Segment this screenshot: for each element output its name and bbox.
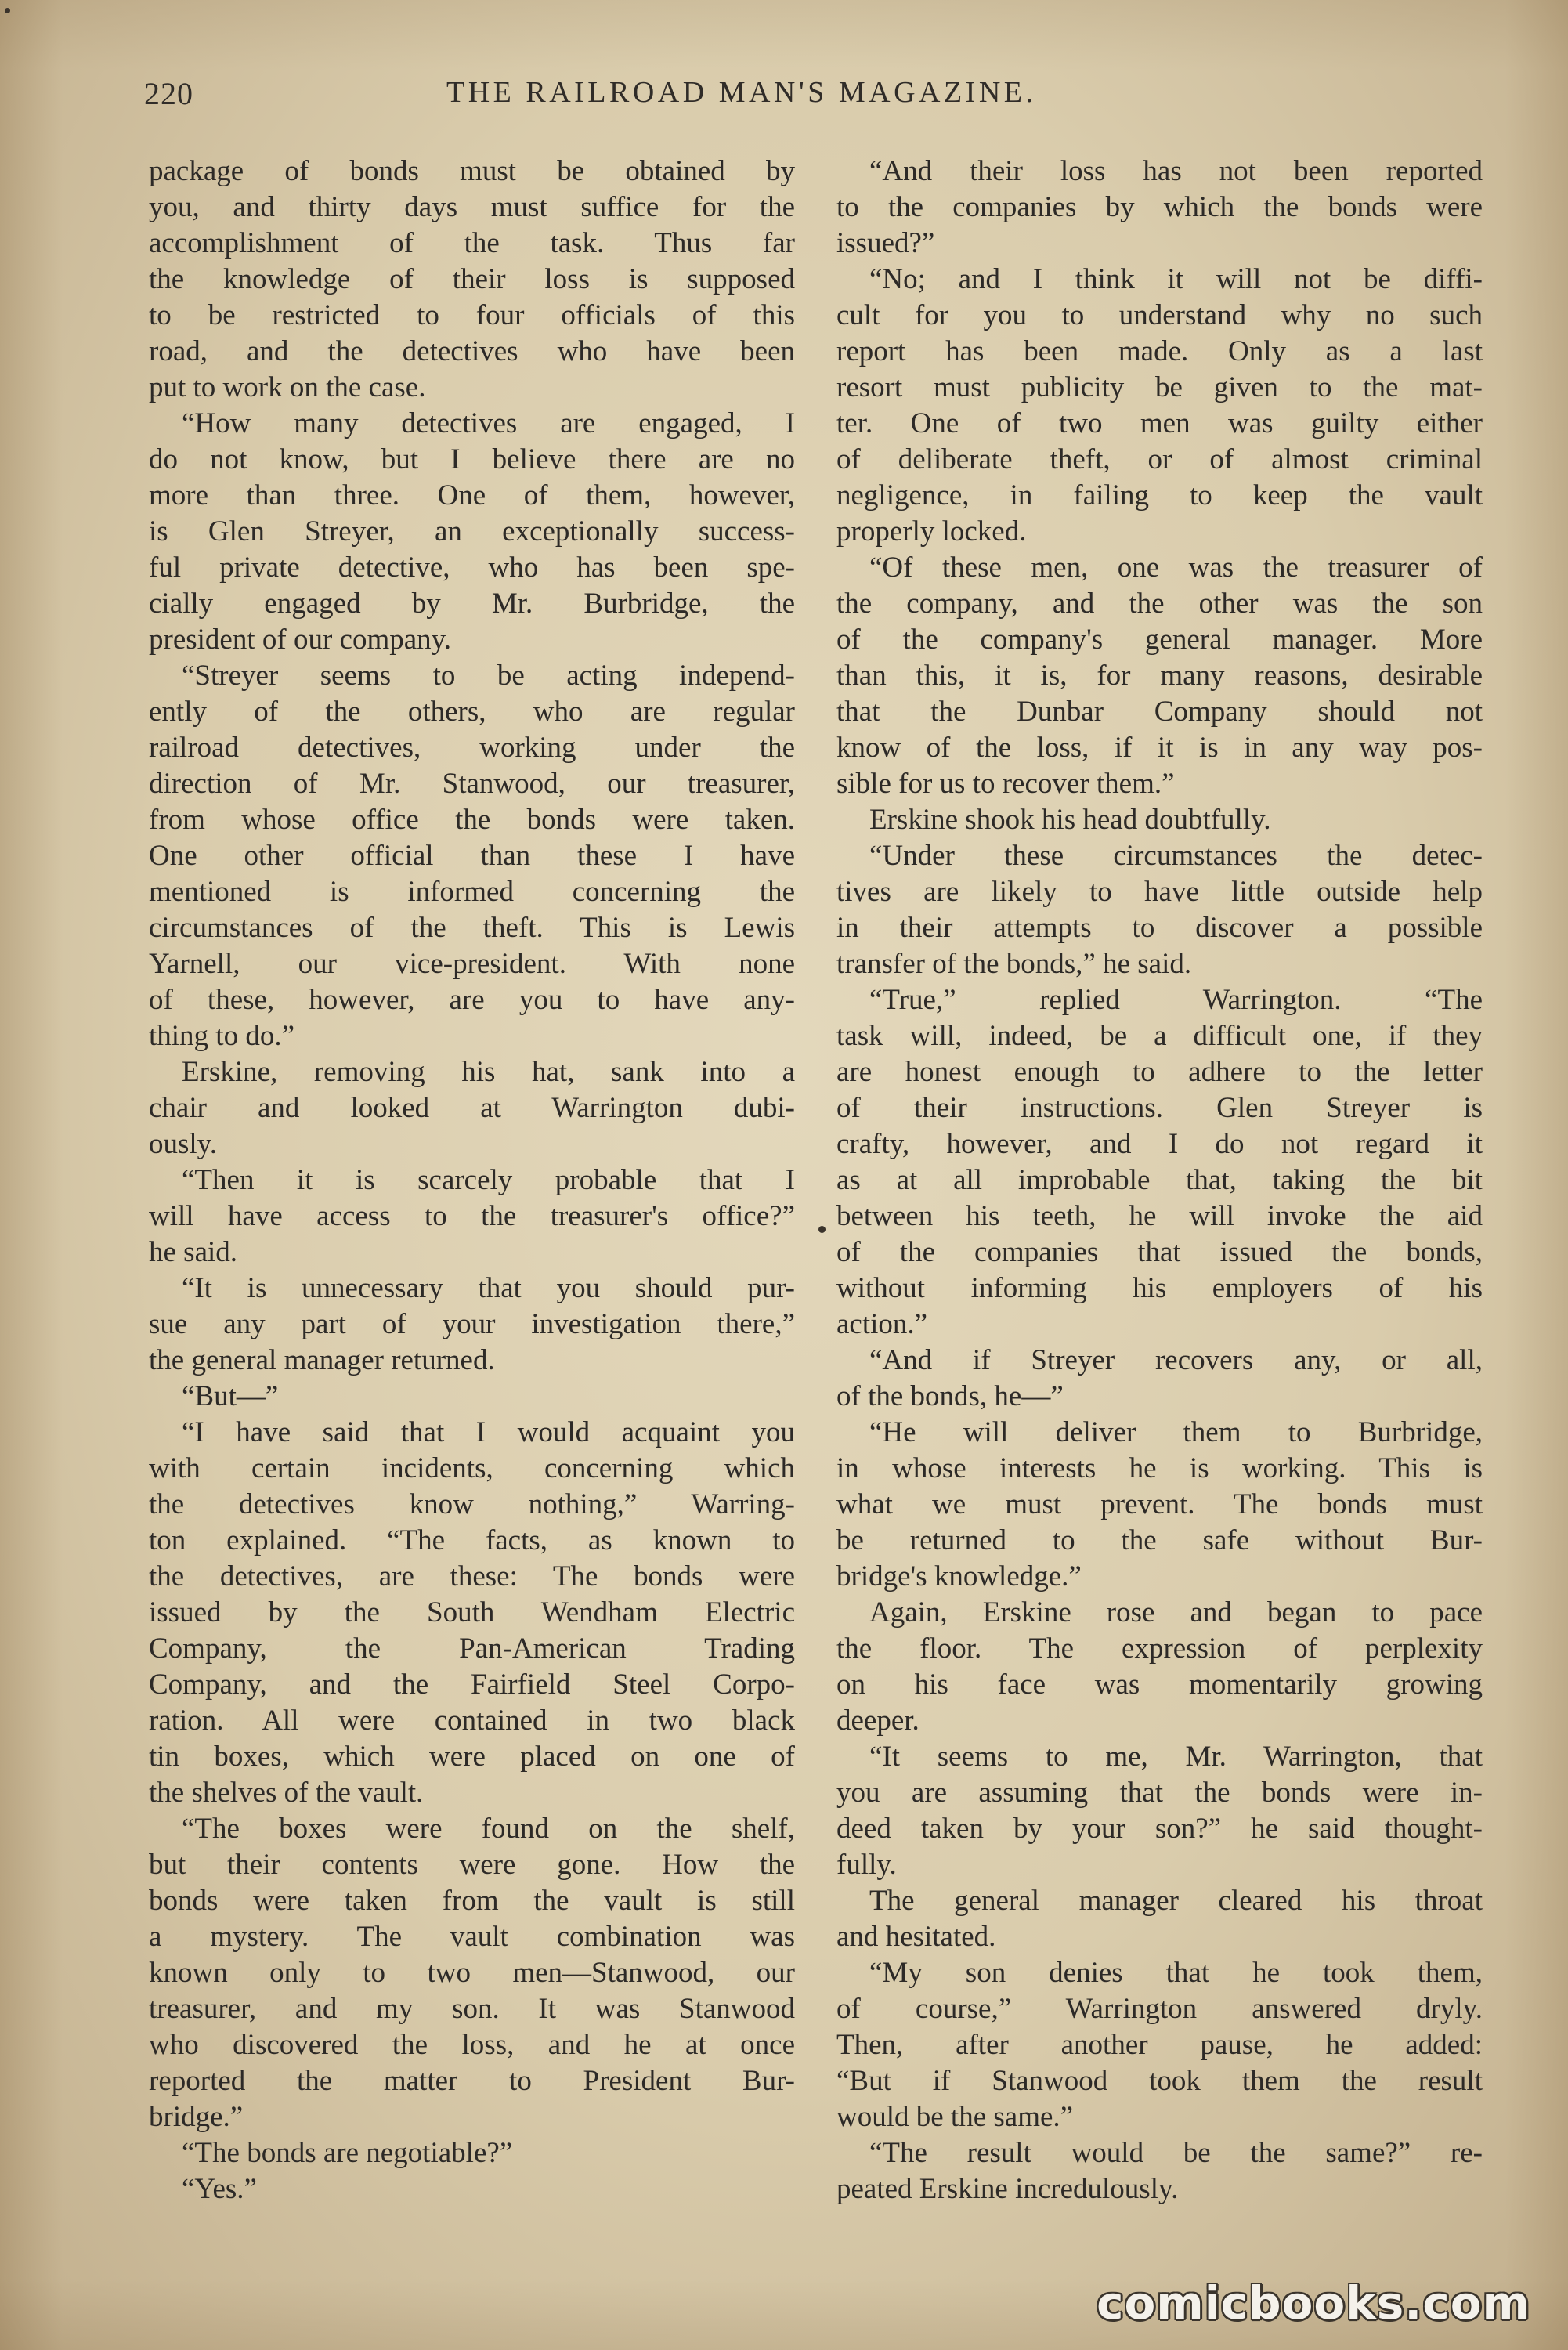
text-line: railroad detectives, working under the: [149, 732, 795, 764]
watermark-logo: comicbooks.com: [1097, 2276, 1530, 2330]
text-line: “I have said that I would acquaint you: [182, 1416, 795, 1448]
text-line: on his face was momentarily growing: [836, 1668, 1483, 1701]
text-line: tin boxes, which were placed on one of: [149, 1741, 795, 1773]
text-line: issued by the South Wendham Electric: [149, 1596, 795, 1629]
text-line: “How many detectives are engaged, I: [182, 407, 795, 439]
text-line: of the companies that issued the bonds,: [836, 1236, 1483, 1268]
text-line: package of bonds must be obtained by: [149, 155, 795, 187]
text-line: “The result would be the same?” re-: [869, 2137, 1483, 2169]
text-line: Again, Erskine rose and began to pace: [869, 1596, 1483, 1629]
text-line: “Streyer seems to be acting independ-: [182, 660, 795, 692]
text-line: bridge.”: [149, 2101, 244, 2133]
text-line: Then, after another pause, he added:: [836, 2029, 1483, 2061]
text-line: transfer of the bonds,” he said.: [836, 948, 1192, 980]
text-line: ter. One of two men was guilty either: [836, 407, 1483, 439]
text-line: ently of the others, who are regular: [149, 696, 795, 728]
text-line: between his teeth, he will invoke the aid: [836, 1200, 1483, 1232]
text-line: of these, however, are you to have any-: [149, 984, 795, 1016]
text-line: bridge's knowledge.”: [836, 1560, 1082, 1593]
text-line: cially engaged by Mr. Burbridge, the: [149, 588, 795, 620]
text-line: ton explained. “The facts, as known to: [149, 1524, 795, 1556]
text-line: negligence, in failing to keep the vault: [836, 479, 1483, 512]
text-line: “Yes.”: [182, 2173, 257, 2205]
text-line: will have access to the treasurer's office?”: [149, 1200, 795, 1232]
text-line: than this, it is, for many reasons, desirable: [836, 660, 1483, 692]
text-line: to be restricted to four officials of this: [149, 299, 795, 331]
text-line: to the companies by which the bonds were: [836, 191, 1483, 223]
right-text-column: [836, 154, 1483, 2207]
text-line: but their contents were gone. How the: [149, 1849, 795, 1881]
text-line: “Under these circumstances the detec-: [869, 840, 1483, 872]
text-line: properly locked.: [836, 515, 1027, 548]
text-line: in whose interests he is working. This is: [836, 1452, 1483, 1484]
text-line: crafty, however, and I do not regard it: [836, 1128, 1483, 1160]
print-speck: [5, 8, 10, 13]
text-line: the detectives know nothing,” Warring-: [149, 1488, 795, 1520]
text-line: road, and the detectives who have been: [149, 335, 795, 367]
text-line: One other official than these I have: [149, 840, 795, 872]
text-line: “The boxes were found on the shelf,: [182, 1813, 795, 1845]
text-line: direction of Mr. Stanwood, our treasurer,: [149, 768, 795, 800]
text-line: “True,” replied Warrington. “The: [869, 984, 1483, 1016]
text-line: cult for you to understand why no such: [836, 299, 1483, 331]
text-line: “He will deliver them to Burbridge,: [869, 1416, 1483, 1448]
text-line: The general manager cleared his throat: [869, 1885, 1483, 1917]
text-line: deeper.: [836, 1705, 919, 1737]
text-line: you, and thirty days must suffice for the: [149, 191, 795, 223]
journal-title: THE RAILROAD MAN'S MAGAZINE.: [446, 76, 1037, 109]
text-line: Erskine shook his head doubtfully.: [869, 804, 1271, 836]
text-line: known only to two men—Stanwood, our: [149, 1957, 795, 1989]
text-line: in their attempts to discover a possible: [836, 912, 1483, 944]
text-line: you are assuming that the bonds were in-: [836, 1777, 1483, 1809]
text-line: bonds were taken from the vault is still: [149, 1885, 795, 1917]
text-line: would be the same.”: [836, 2101, 1074, 2133]
text-line: ration. All were contained in two black: [149, 1705, 795, 1737]
text-line: Company, and the Fairfield Steel Corpo-: [149, 1668, 795, 1701]
text-line: “The bonds are negotiable?”: [182, 2137, 513, 2169]
text-line: mentioned is informed concerning the: [149, 876, 795, 908]
text-line: Erskine, removing his hat, sank into a: [182, 1056, 795, 1088]
text-line: put to work on the case.: [149, 371, 426, 403]
text-line: “No; and I think it will not be diffi-: [869, 263, 1483, 295]
text-line: ful private detective, who has been spe-: [149, 551, 795, 584]
text-line: are honest enough to adhere to the letter: [836, 1056, 1483, 1088]
text-line: circumstances of the theft. This is Lewis: [149, 912, 795, 944]
text-line: fully.: [836, 1849, 897, 1881]
text-line: report has been made. Only as a last: [836, 335, 1483, 367]
text-line: chair and looked at Warrington dubi-: [149, 1092, 795, 1124]
text-line: Company, the Pan-American Trading: [149, 1632, 795, 1665]
text-line: “And their loss has not been reported: [869, 155, 1483, 187]
print-speck: [818, 1226, 826, 1233]
text-line: treasurer, and my son. It was Stanwood: [149, 1993, 795, 2025]
running-head: [141, 75, 1492, 122]
text-line: Yarnell, our vice-president. With none: [149, 948, 795, 980]
text-line: of deliberate theft, or of almost criminal: [836, 443, 1483, 475]
text-line: “It is unnecessary that you should pur-: [182, 1272, 795, 1304]
text-line: without informing his employers of his: [836, 1272, 1483, 1304]
page-number: 220: [144, 76, 193, 111]
text-line: of the bonds, he—”: [836, 1380, 1064, 1412]
text-line: is Glen Streyer, an exceptionally success-: [149, 515, 795, 548]
text-line: what we must prevent. The bonds must: [836, 1488, 1483, 1520]
text-line: the detectives, are these: The bonds were: [149, 1560, 795, 1593]
text-line: the general manager returned.: [149, 1344, 495, 1376]
text-line: accomplishment of the task. Thus far: [149, 227, 795, 259]
text-line: from whose office the bonds were taken.: [149, 804, 795, 836]
text-line: “And if Streyer recovers any, or all,: [869, 1344, 1483, 1376]
text-line: resort must publicity be given to the mat-: [836, 371, 1483, 403]
text-line: issued?”: [836, 227, 935, 259]
text-line: peated Erskine incredulously.: [836, 2173, 1179, 2205]
text-line: thing to do.”: [149, 1020, 295, 1052]
text-line: the company, and the other was the son: [836, 588, 1483, 620]
text-line: action.”: [836, 1308, 928, 1340]
text-line: and hesitated.: [836, 1921, 996, 1953]
text-line: a mystery. The vault combination was: [149, 1921, 795, 1953]
text-line: “Of these men, one was the treasurer of: [869, 551, 1483, 584]
text-line: deed taken by your son?” he said thought-: [836, 1813, 1483, 1845]
text-line: “It seems to me, Mr. Warrington, that: [869, 1741, 1483, 1773]
text-line: president of our company.: [149, 624, 451, 656]
text-line: ously.: [149, 1128, 218, 1160]
text-line: be returned to the safe without Bur-: [836, 1524, 1483, 1556]
text-line: more than three. One of them, however,: [149, 479, 795, 512]
text-line: do not know, but I believe there are no: [149, 443, 795, 475]
text-line: “But if Stanwood took them the result: [836, 2065, 1483, 2097]
text-line: sible for us to recover them.”: [836, 768, 1175, 800]
text-line: the knowledge of their loss is supposed: [149, 263, 795, 295]
text-line: know of the loss, if it is in any way pos-: [836, 732, 1483, 764]
text-line: “But—”: [182, 1380, 279, 1412]
text-line: “Then it is scarcely probable that I: [182, 1164, 795, 1196]
text-line: sue any part of your investigation there,”: [149, 1308, 795, 1340]
text-line: that the Dunbar Company should not: [836, 696, 1483, 728]
text-line: with certain incidents, concerning which: [149, 1452, 795, 1484]
text-line: tives are likely to have little outside help: [836, 876, 1483, 908]
text-line: “My son denies that he took them,: [869, 1957, 1483, 1989]
text-line: as at all improbable that, taking the bit: [836, 1164, 1483, 1196]
text-line: task will, indeed, be a difficult one, if they: [836, 1020, 1483, 1052]
text-line: he said.: [149, 1236, 238, 1268]
text-line: reported the matter to President Bur-: [149, 2065, 795, 2097]
text-line: of their instructions. Glen Streyer is: [836, 1092, 1483, 1124]
left-text-column: [149, 154, 795, 2207]
text-line: the shelves of the vault.: [149, 1777, 424, 1809]
text-line: who discovered the loss, and he at once: [149, 2029, 795, 2061]
text-line: of course,” Warrington answered dryly.: [836, 1993, 1483, 2025]
text-line: of the company's general manager. More: [836, 624, 1483, 656]
text-line: the floor. The expression of perplexity: [836, 1632, 1483, 1665]
